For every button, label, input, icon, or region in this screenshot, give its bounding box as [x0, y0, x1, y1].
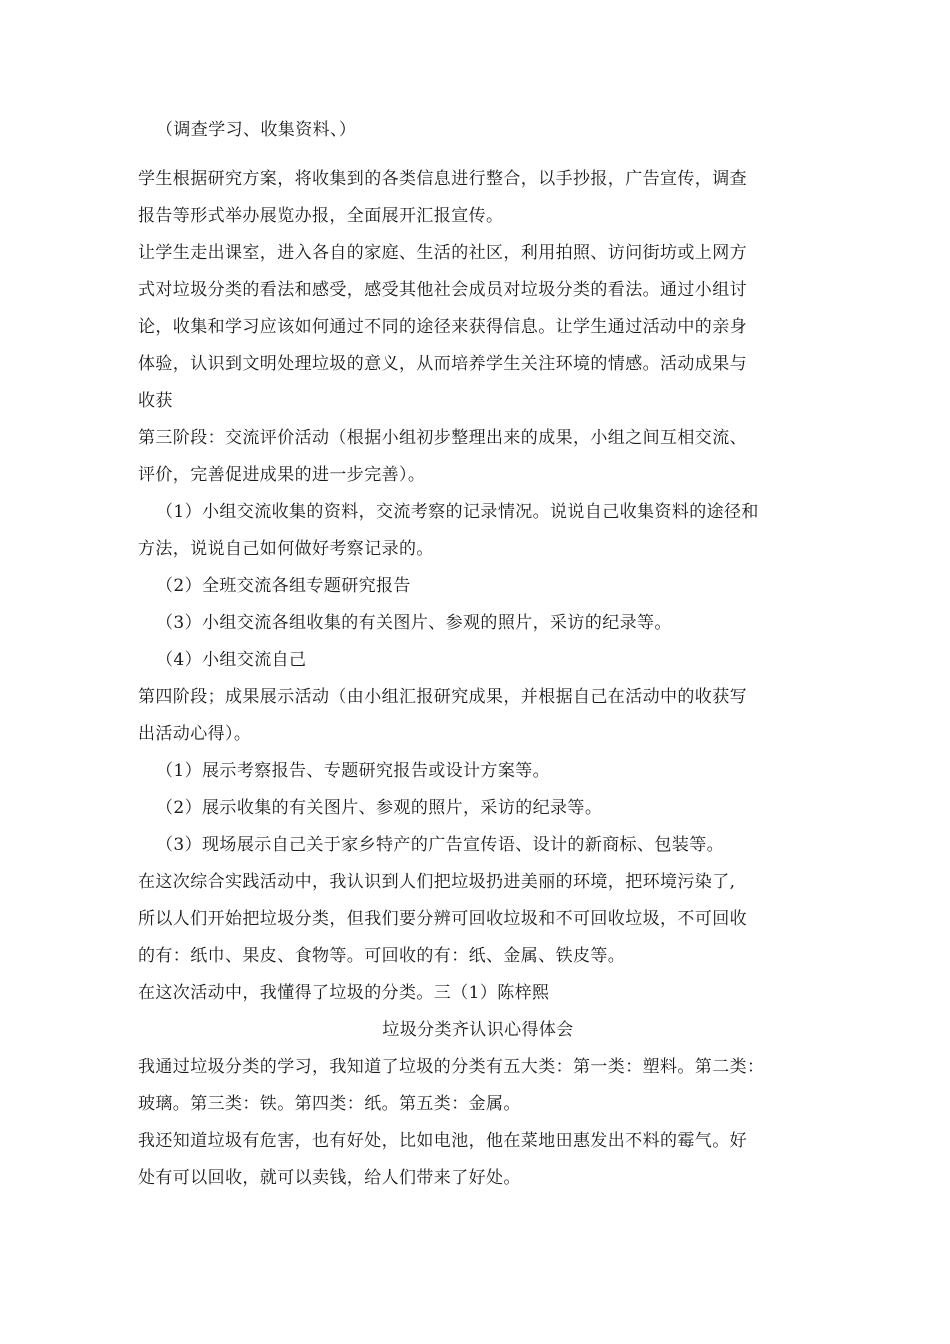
list-item: （3）现场展示自己关于家乡特产的广告宣传语、设计的新商标、包装等。 [156, 835, 725, 855]
stage-heading: 第三阶段：交流评价活动（根据小组初步整理出来的成果，小组之间互相交流、 [138, 428, 747, 448]
paragraph-line: 让学生走出课室，进入各自的家庭、生活的社区，利用拍照、访问街坊或上网方 [138, 243, 747, 263]
paragraph-line: 我通过垃圾分类的学习，我知道了垃圾的分类有五大类：第一类：塑料。第二类： [138, 1057, 765, 1077]
paragraph-line: 评价，完善促进成果的进一步完善）。 [138, 465, 426, 485]
paragraph-line: 出活动心得）。 [138, 724, 252, 744]
paragraph-line: 在这次活动中，我懂得了垃圾的分类。三（1）陈梓熙 [138, 983, 550, 1003]
paragraph-line: 在这次综合实践活动中，我认识到人们把垃圾扔进美丽的环境，把环境污染了, [138, 872, 736, 892]
paragraph-line: 我还知道垃圾有危害，也有好处，比如电池，他在菜地田惠发出不料的霉气。好 [138, 1131, 747, 1151]
stage-heading: 第四阶段；成果展示活动（由小组汇报研究成果，并根据自己在活动中的收获写 [138, 687, 747, 707]
section-title: 垃圾分类齐认识心得体会 [382, 1020, 574, 1040]
paragraph-line: 收获 [138, 391, 173, 411]
paragraph-line: 论，收集和学习应该如何通过不同的途径来获得信息。让学生通过活动中的亲身 [138, 317, 747, 337]
paragraph-line: 式对垃圾分类的看法和感受，感受其他社会成员对垃圾分类的看法。通过小组讨 [138, 280, 747, 300]
list-item: （1）小组交流收集的资料，交流考察的记录情况。说说自己收集资料的途径和 [156, 502, 759, 522]
paragraph-line: 方法，说说自己如何做好考察记录的。 [138, 539, 434, 559]
list-item: （2）展示收集的有关图片、参观的照片，采访的纪录等。 [156, 798, 603, 818]
list-item: （2）全班交流各组专题研究报告 [156, 576, 411, 596]
paragraph-line: 的有：纸巾、果皮、食物等。可回收的有：纸、金属、铁皮等。 [138, 946, 626, 966]
paragraph-line: 处有可以回收，就可以卖钱，给人们带来了好处。 [138, 1168, 521, 1188]
list-item: （3）小组交流各组收集的有关图片、参观的照片，采访的纪录等。 [156, 613, 672, 633]
list-item: （4）小组交流自己 [156, 650, 307, 670]
paragraph-line: （调查学习、收集资料、） [156, 120, 357, 140]
paragraph-line: 体验，认识到文明处理垃圾的意义，从而培养学生关注环境的情感。活动成果与 [138, 354, 747, 374]
list-item: （1）展示考察报告、专题研究报告或设计方案等。 [156, 761, 551, 781]
paragraph-line: 报告等形式举办展览办报，全面展开汇报宣传。 [138, 206, 504, 226]
paragraph-line: 学生根据研究方案，将收集到的各类信息进行整合，以手抄报，广告宣传，调查 [138, 169, 747, 189]
paragraph-line: 所以人们开始把垃圾分类，但我们要分辨可回收垃圾和不可回收垃圾，不可回收 [138, 909, 747, 929]
paragraph-line: 玻璃。第三类：铁。第四类：纸。第五类：金属。 [138, 1094, 521, 1114]
